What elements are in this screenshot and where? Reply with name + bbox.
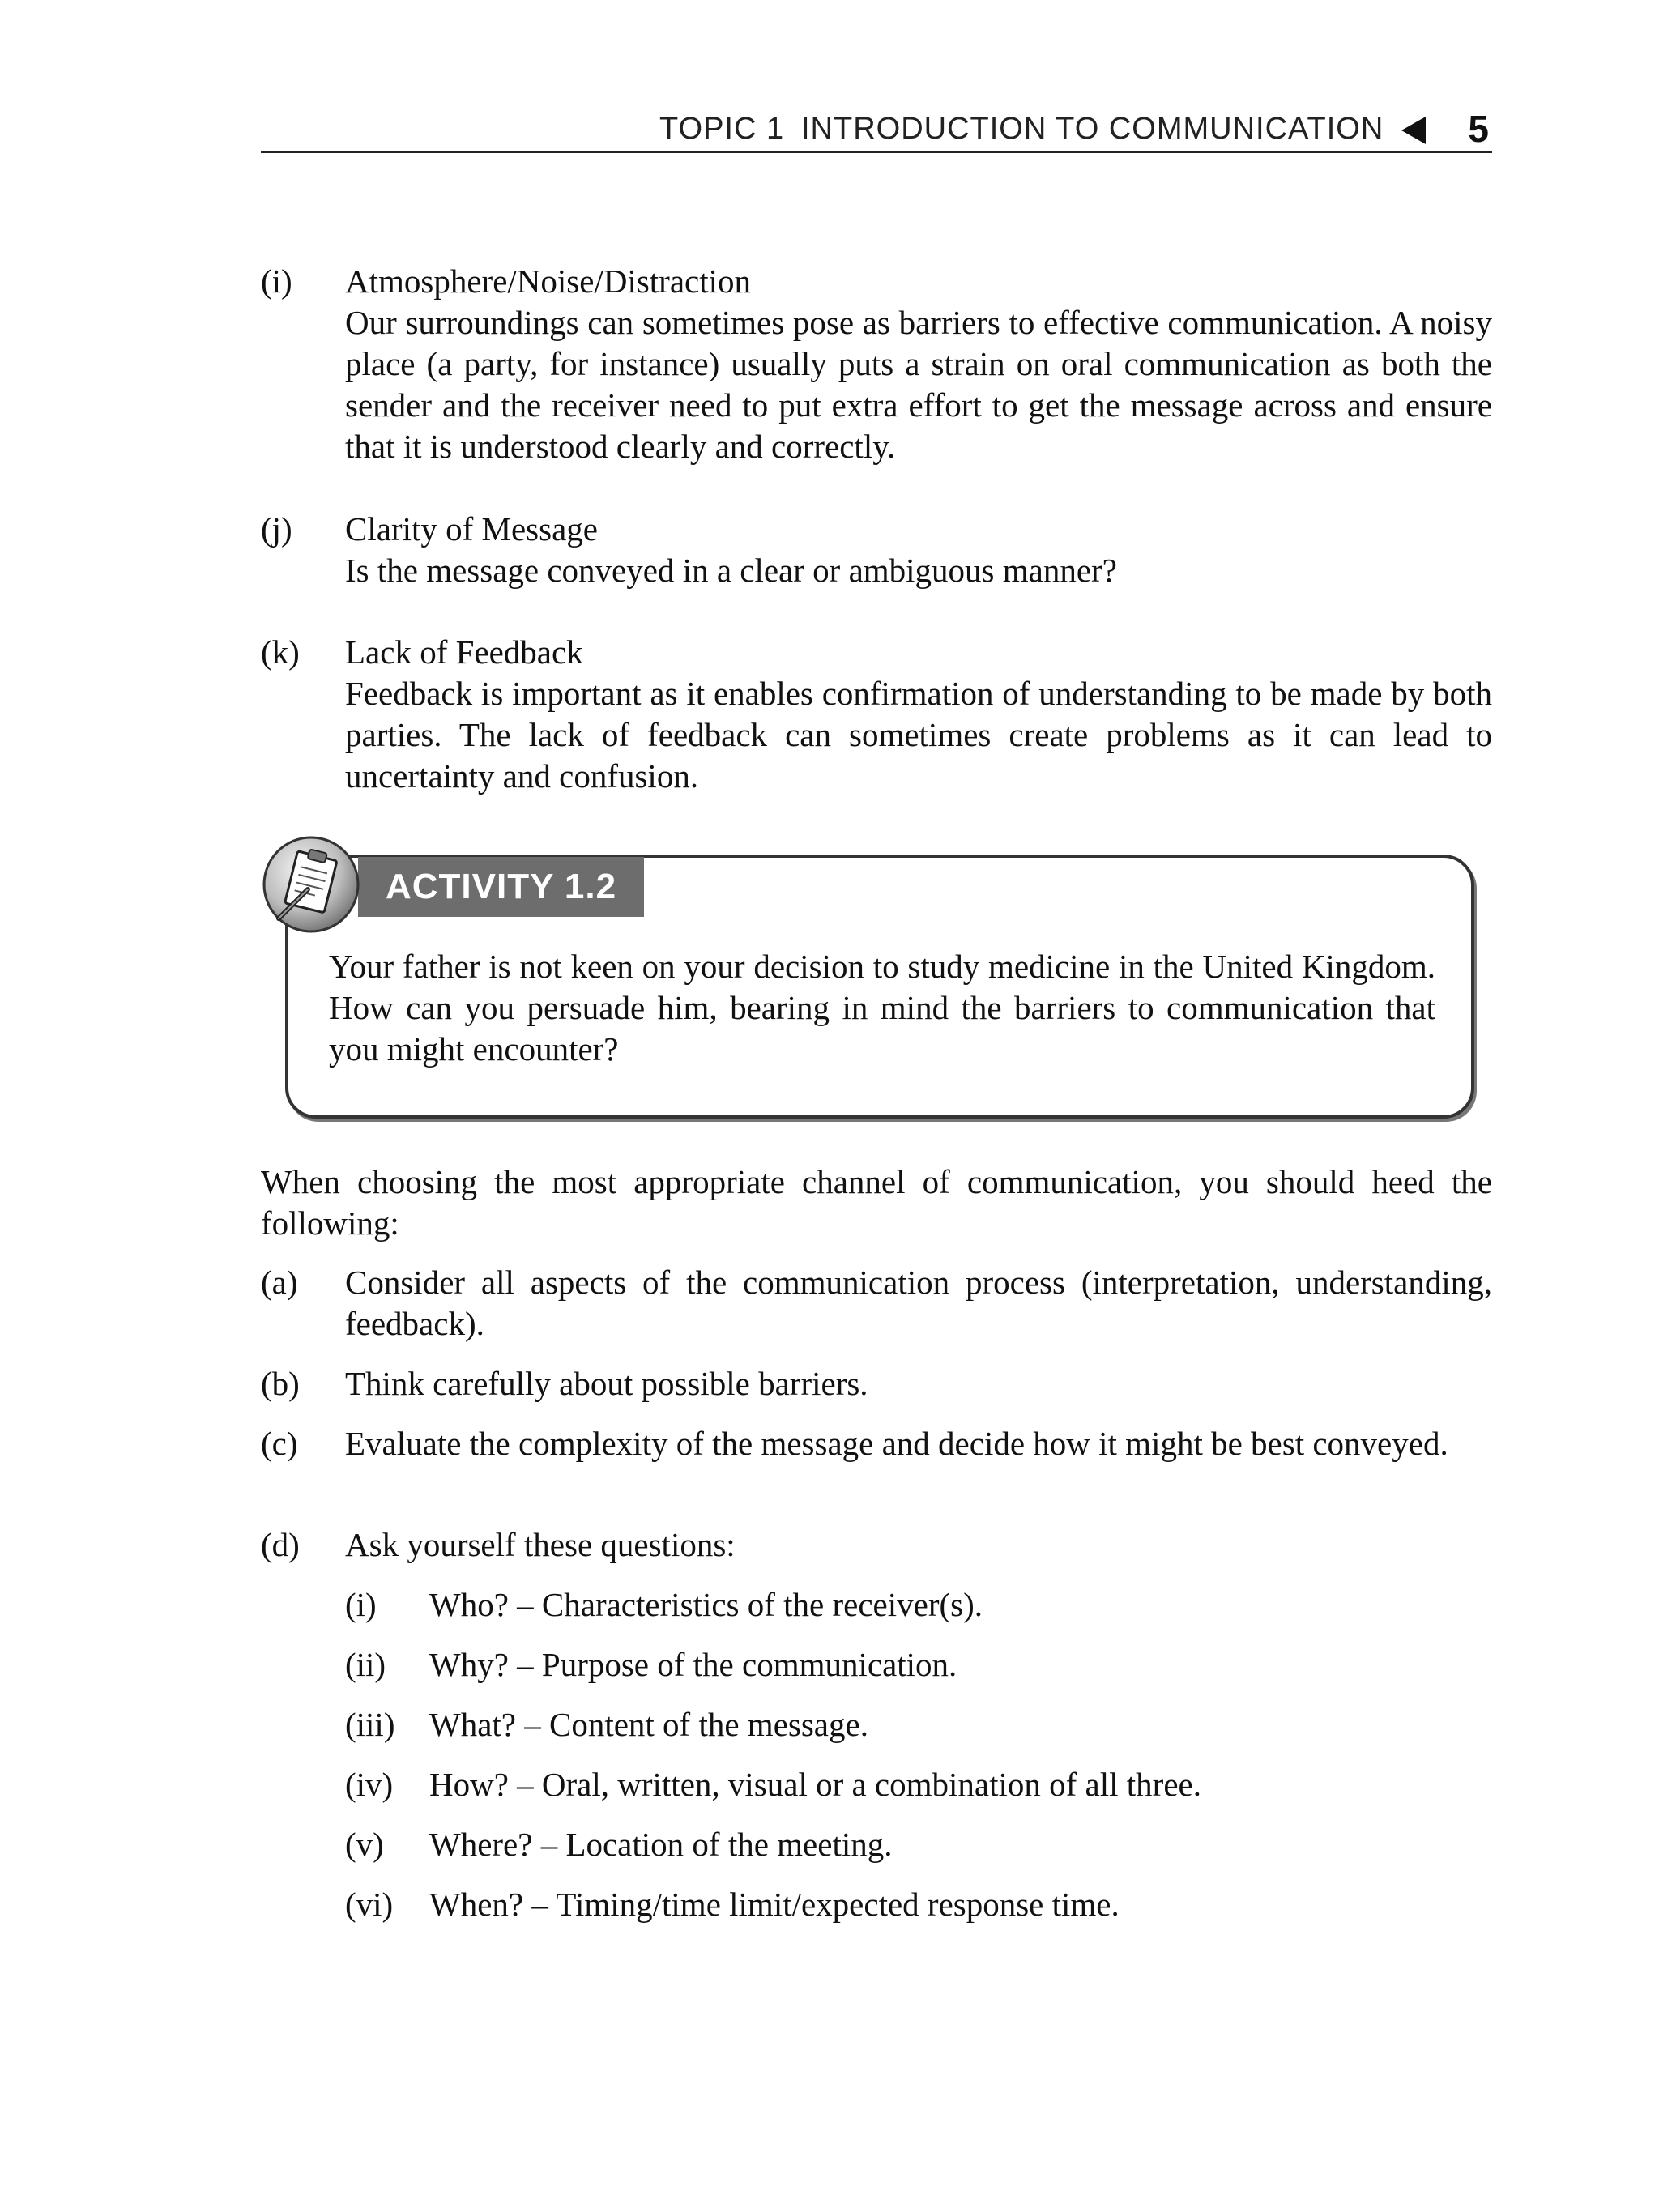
item-marker: (j) xyxy=(261,510,292,548)
item-marker: (k) xyxy=(261,633,300,671)
item-text: Our surroundings can sometimes pose as barriers to effective communication. A noisy place (a party, for instance) usually puts a strain on oral communication as both the sender and the receiver need to put extra effort to get the message across and ensure that it is understood clearly and correctly. xyxy=(345,304,1492,465)
barrier-item-feedback xyxy=(261,632,1492,797)
item-marker: (b) xyxy=(261,1365,300,1402)
item-text: Why? – Purpose of the communication. xyxy=(429,1646,957,1683)
item-text: When? – Timing/time limit/expected response time. xyxy=(429,1886,1120,1923)
item-text: Think carefully about possible barriers. xyxy=(345,1365,868,1402)
question-item xyxy=(345,1824,1492,1865)
item-text: Is the message conveyed in a clear or ambiguous manner? xyxy=(345,552,1117,589)
item-text: Evaluate the complexity of the message and decide how it might be best conveyed. xyxy=(345,1425,1448,1462)
header-title: INTRODUCTION TO COMMUNICATION xyxy=(801,112,1384,146)
item-text: What? – Content of the message. xyxy=(429,1706,868,1743)
running-header xyxy=(261,107,1492,153)
item-marker: (c) xyxy=(261,1425,298,1462)
item-text: Where? – Location of the meeting. xyxy=(429,1826,893,1863)
barrier-item-noise xyxy=(261,261,1492,467)
item-marker: (vi) xyxy=(345,1886,394,1923)
intro-paragraph: When choosing the most appropriate channel of communication, you should heed the following: xyxy=(261,1163,1492,1242)
question-item xyxy=(345,1584,1492,1626)
item-marker: (ii) xyxy=(345,1646,386,1683)
item-marker: (i) xyxy=(261,262,292,300)
header-topic: TOPIC 1 xyxy=(659,112,785,146)
item-marker: (v) xyxy=(345,1826,384,1863)
guideline-item xyxy=(261,1363,1492,1404)
guideline-item xyxy=(261,1423,1492,1464)
item-marker: (iii) xyxy=(345,1706,395,1743)
activity-text: Your father is not keen on your decision to study medicine in the United Kingdom. How can you persuade him, bearing in mind the barriers to communication that you might encounter? xyxy=(329,948,1435,1068)
clipboard-icon xyxy=(261,834,361,935)
question-item xyxy=(345,1644,1492,1686)
page-number: 5 xyxy=(1468,108,1489,150)
activity-title: ACTIVITY 1.2 xyxy=(358,857,644,917)
guideline-item xyxy=(261,1262,1492,1345)
item-marker: (i) xyxy=(345,1586,377,1623)
item-text: Consider all aspects of the communication process (interpretation, understanding, feedback). xyxy=(345,1264,1492,1342)
item-marker: (d) xyxy=(261,1526,300,1563)
item-heading: Lack of Feedback xyxy=(345,633,583,671)
item-marker: (a) xyxy=(261,1264,298,1301)
item-text: How? – Oral, written, visual or a combination of all three. xyxy=(429,1766,1201,1803)
left-arrow-icon xyxy=(1401,117,1426,144)
item-heading: Atmosphere/Noise/Distraction xyxy=(345,262,752,300)
item-text: Ask yourself these questions: xyxy=(345,1526,736,1563)
item-text: Who? – Characteristics of the receiver(s). xyxy=(429,1586,983,1623)
barrier-item-clarity xyxy=(261,509,1492,591)
item-marker: (iv) xyxy=(345,1766,394,1803)
question-item xyxy=(345,1884,1492,1925)
item-heading: Clarity of Message xyxy=(345,510,598,548)
question-item xyxy=(345,1704,1492,1745)
item-text: Feedback is important as it enables confirmation of understanding to be made by both parties. The lack of feedback can sometimes create problems as it can lead to uncertainty and confusion. xyxy=(345,675,1492,795)
question-item xyxy=(345,1764,1492,1805)
guideline-item xyxy=(261,1524,1492,1566)
